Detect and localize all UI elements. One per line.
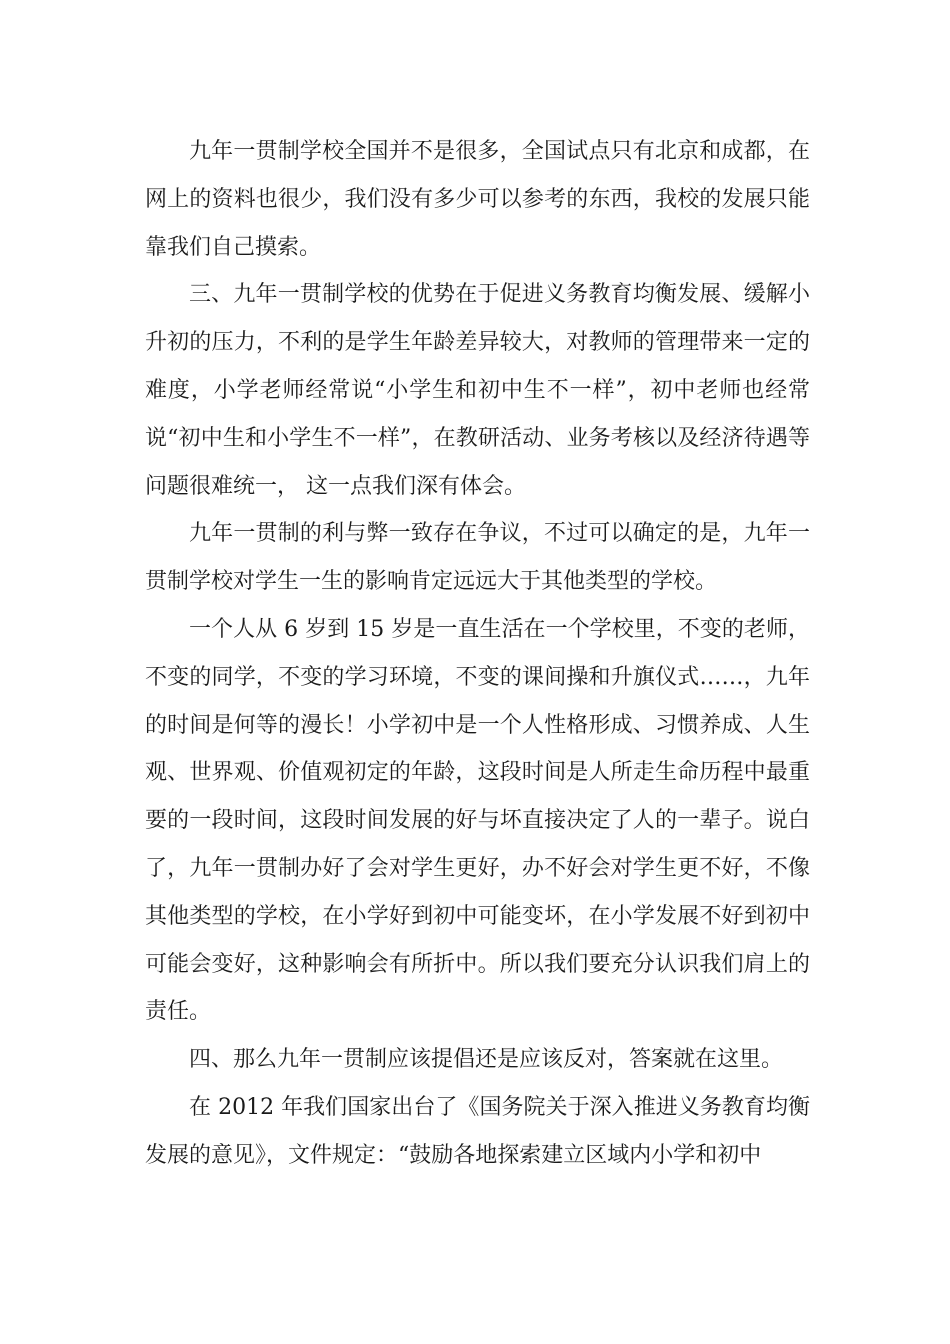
paragraph-5: 四、那么九年一贯制应该提倡还是应该反对，答案就在这里。 — [189, 1047, 784, 1073]
paragraph-2: 三、九年一贯制学校的优势在于促进义务教育均衡发展、缓解小升初的压力，不利的是学生年龄差异较大，对教师的管理带来一定的难度，小学老师经常说“小学生和初中生不一样”，初中老师也经常说“初中生和小学生不一样”，在教研活动、业务考核以及经济待遇等问题很难统一， 这一点我们深有体会。 — [145, 282, 810, 499]
document-body — [145, 128, 810, 1180]
paragraph-3: 九年一贯制的利与弊一致存在争议，不过可以确定的是，九年一贯制学校对学生一生的影响肯定远远大于其他类型的学校。 — [145, 521, 810, 595]
paragraph-1: 九年一贯制学校全国并不是很多，全国试点只有北京和成都，在网上的资料也很少，我们没有多少可以参考的东西，我校的发展只能靠我们自己摸索。 — [145, 139, 810, 260]
paragraph-4: 一个人从 6 岁到 15 岁是一直生活在一个学校里，不变的老师，不变的同学，不变的学习环境，不变的课间操和升旗仪式……，九年的时间是何等的漫长！小学初中是一个人性格形成、习惯养成、人生观、世界观、价值观初定的年龄，这段时间是人所走生命历程中最重要的一段时间，这段时间发展的好与坏直接决定了人的一辈子。说白了，九年一贯制办好了会对学生更好，办不好会对学生更不好，不像其他类型的学校，在小学好到初中可能变坏，在小学发展不好到初中可能会变好，这种影响会有所折中。所以我们要充分认识我们肩上的责任。 — [145, 616, 810, 1025]
paragraph-6: 在 2012 年我们国家出台了《国务院关于深入推进义务教育均衡发展的意见》，文件规定：“鼓励各地探索建立区域内小学和初中 — [145, 1094, 810, 1168]
